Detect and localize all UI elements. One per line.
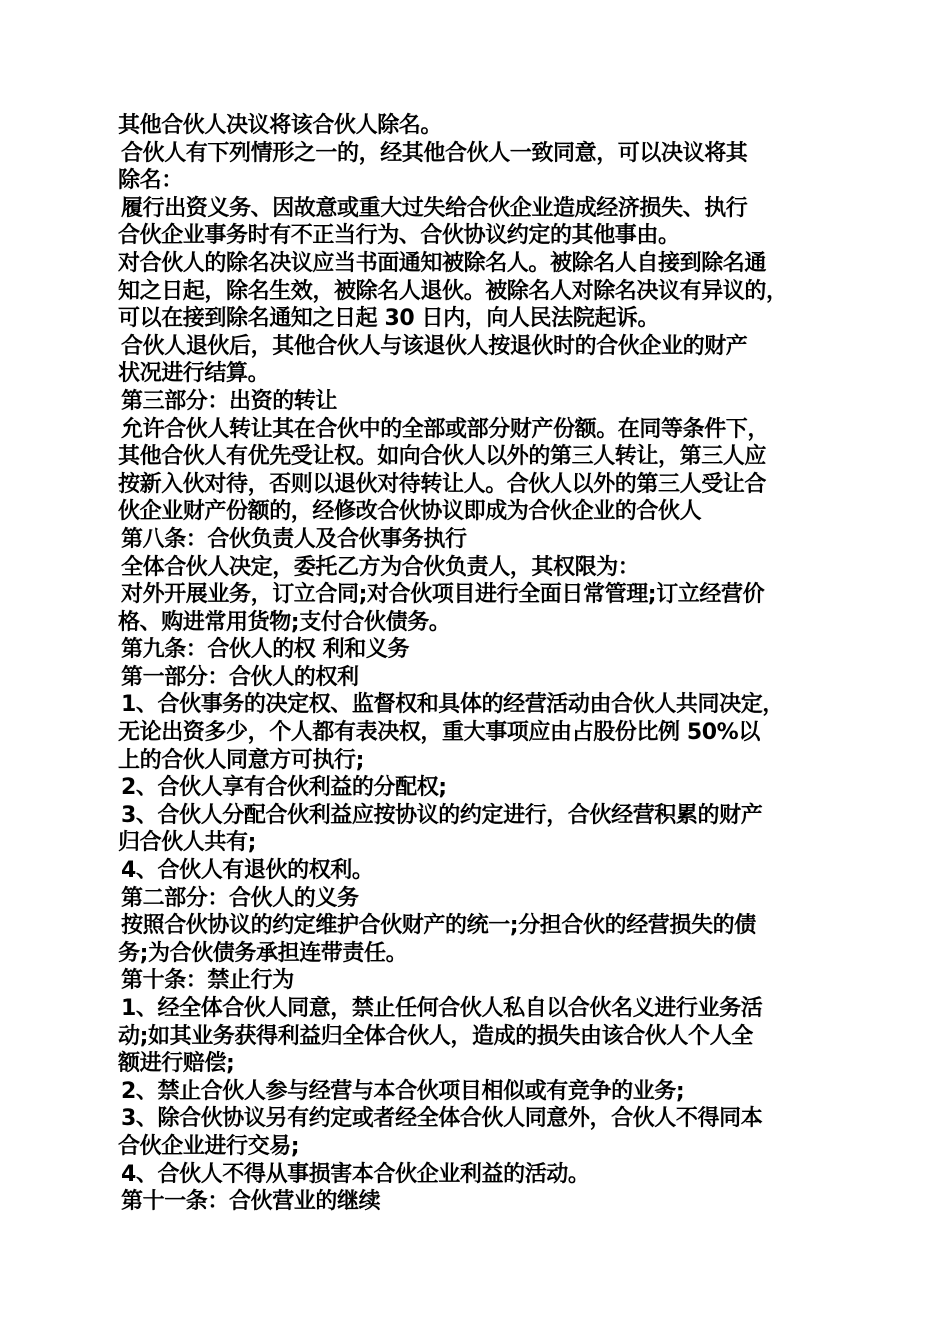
text-line: 按新入伙对待，否则以退伙对待转让人。合伙人以外的第三人受让合 xyxy=(118,471,767,497)
text-line: 合伙企业事务时有不正当行为、合伙协议约定的其他事由。 xyxy=(118,223,680,249)
text-line: 合伙人有下列情形之一的，经其他合伙人一致同意，可以决议将其 xyxy=(121,140,748,166)
text-line: 格、购进常用货物;支付合伙债务。 xyxy=(118,609,451,635)
text-line: 无论出资多少，个人都有表决权，重大事项应由占股份比例 50%以 xyxy=(118,720,760,746)
section-heading: 第三部分：出资的转让 xyxy=(121,388,338,414)
document-page xyxy=(118,112,853,1216)
text-line: 全体合伙人决定，委托乙方为合伙负责人，其权限为： xyxy=(121,554,640,580)
text-line: 履行出资义务、因故意或重大过失给合伙企业造成经济损失、执行 xyxy=(121,195,748,221)
text-line: 3、合伙人分配合伙利益应按协议的约定进行，合伙经营积累的财产 xyxy=(121,802,763,828)
section-heading: 第二部分：合伙人的义务 xyxy=(121,885,359,911)
text-line: 务;为合伙债务承担连带责任。 xyxy=(118,940,408,966)
text-line: 其他合伙人决议将该合伙人除名。 xyxy=(118,113,443,138)
section-heading: 第一部分：合伙人的权利 xyxy=(121,664,359,690)
text-line: 归合伙人共有; xyxy=(118,830,256,856)
text-line: 合伙人退伙后，其他合伙人与该退伙人按退伙时的合伙企业的财产 xyxy=(121,333,748,359)
text-line: 动;如其业务获得利益归全体合伙人，造成的损失由该合伙人个人全 xyxy=(118,1023,753,1049)
text-line: 状况进行结算。 xyxy=(118,361,270,387)
article-heading: 第十条：禁止行为 xyxy=(121,968,294,994)
text-line: 3、除合伙协议另有约定或者经全体合伙人同意外，合伙人不得同本 xyxy=(121,1106,763,1132)
article-heading: 第十一条：合伙营业的继续 xyxy=(121,1189,381,1215)
text-line: 其他合伙人有优先受让权。如向合伙人以外的第三人转让，第三人应 xyxy=(118,444,767,470)
text-line: 4、合伙人不得从事损害本合伙企业利益的活动。 xyxy=(121,1161,590,1187)
text-line: 对合伙人的除名决议应当书面通知被除名人。被除名人自接到除名通 xyxy=(118,250,767,276)
text-line: 合伙企业进行交易; xyxy=(118,1133,300,1159)
article-heading: 第九条：合伙人的权 利和义务 xyxy=(121,637,410,663)
text-line: 上的合伙人同意方可执行; xyxy=(118,747,364,773)
text-line: 2、合伙人享有合伙利益的分配权; xyxy=(121,775,447,801)
text-line: 除名： xyxy=(118,168,183,194)
text-line: 按照合伙协议的约定维护合伙财产的统一;分担合伙的经营损失的债 xyxy=(121,913,756,939)
text-line: 1、经全体合伙人同意，禁止任何合伙人私自以合伙名义进行业务活 xyxy=(121,996,763,1021)
text-line: 2、禁止合伙人参与经营与本合伙项目相似或有竞争的业务; xyxy=(121,1078,685,1104)
text-line: 额进行赔偿; xyxy=(118,1051,235,1077)
text-line: 伙企业财产份额的，经修改合伙协议即成为合伙企业的合伙人 xyxy=(118,499,702,525)
article-heading: 第八条：合伙负责人及合伙事务执行 xyxy=(121,526,467,552)
text-line: 允许合伙人转让其在合伙中的全部或部分财产份额。在同等条件下， xyxy=(121,416,770,442)
text-line: 1、合伙事务的决定权、监督权和具体的经营活动由合伙人共同决定， xyxy=(121,692,784,718)
text-line: 知之日起，除名生效，被除名人退伙。被除名人对除名决议有异议的， xyxy=(118,278,788,304)
text-line: 对外开展业务，订立合同;对合伙项目进行全面日常管理;订立经营价 xyxy=(121,582,765,608)
text-line: 4、合伙人有退伙的权利。 xyxy=(121,858,374,884)
text-line: 可以在接到除名通知之日起 30 日内，向人民法院起诉。 xyxy=(118,306,660,332)
